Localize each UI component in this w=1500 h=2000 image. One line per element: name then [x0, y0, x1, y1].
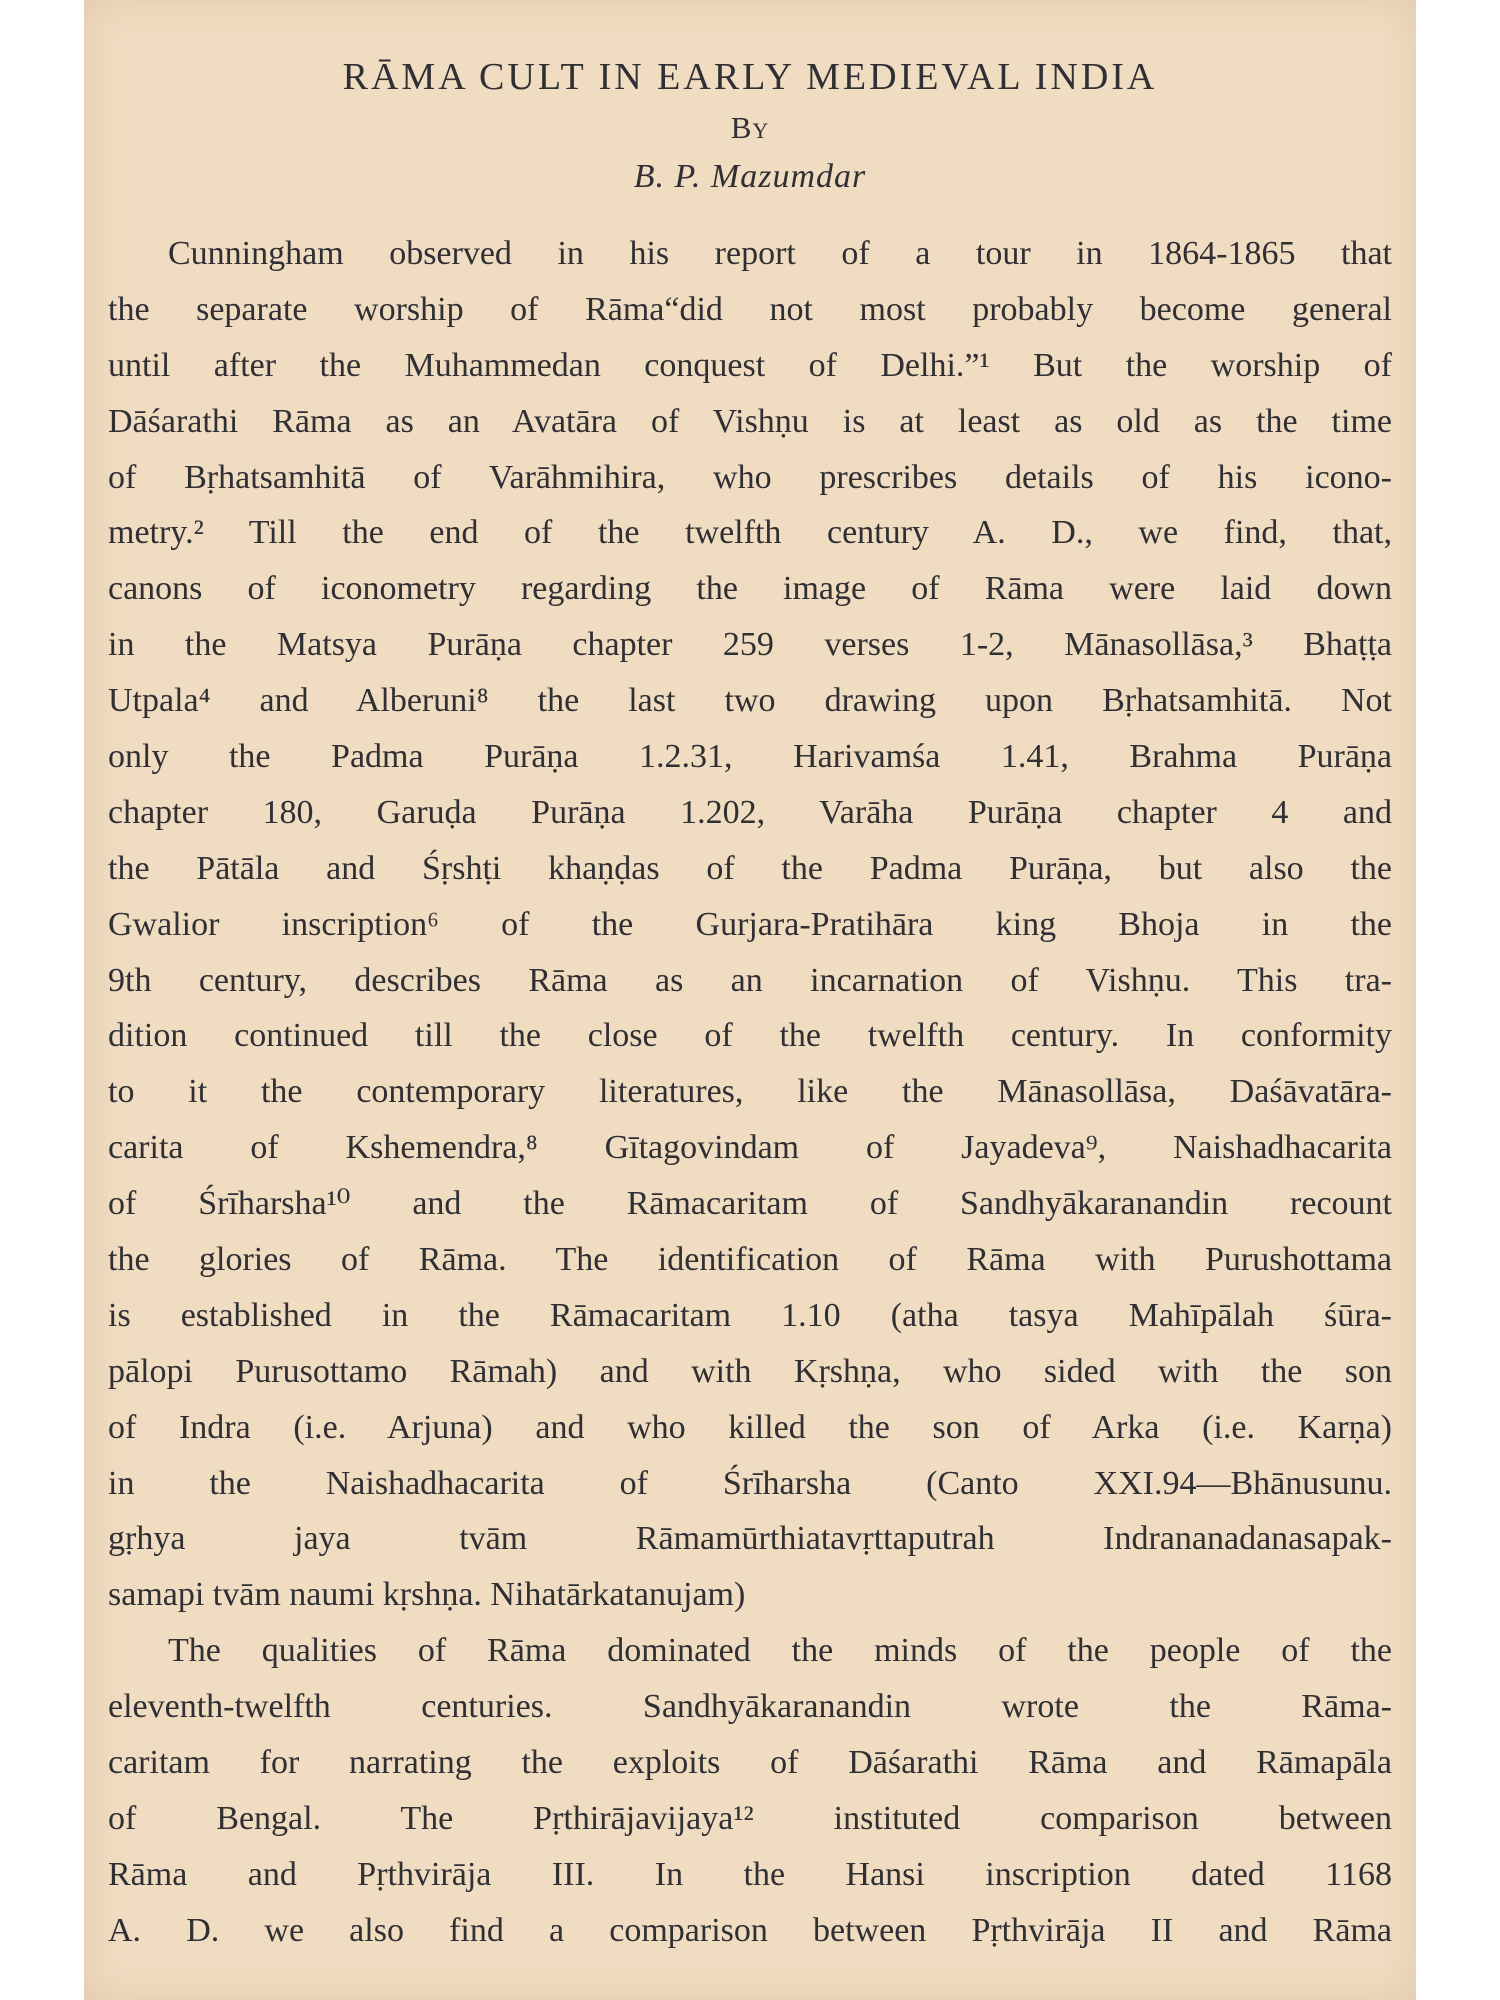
- scanned-page: [84, 0, 1416, 2000]
- text-line: Cunningham observed in his report of a tour in 1864-1865 that: [168, 235, 1392, 272]
- text-line: carita of Kshemendra,⁸ Gītagovindam of Jayadeva⁹, Naishadhacarita: [108, 1129, 1392, 1167]
- text-line: of Indra (i.e. Arjuna) and who killed the son of Arka (i.e. Karṇa): [108, 1408, 1392, 1446]
- paragraph-2: [108, 1623, 1392, 1958]
- text-line: Utpala⁴ and Alberuni⁸ the last two drawing upon Bṛhatsamhitā. Not: [108, 682, 1392, 720]
- text-line: in the Naishadhacarita of Śrīharsha (Canto XXI.94—Bhānusunu.: [108, 1464, 1392, 1502]
- text-line: until after the Muhammedan conquest of Delhi.”¹ But the worship of: [108, 346, 1392, 384]
- text-line: of Śrīharsha¹⁰ and the Rāmacaritam of Sandhyākaranandin recount: [108, 1185, 1392, 1223]
- text-line: canons of iconometry regarding the image of Rāma were laid down: [108, 570, 1392, 608]
- article-title: RĀMA CULT IN EARLY MEDIEVAL INDIA: [342, 56, 1158, 98]
- article-body: [108, 52, 1392, 1959]
- text-line: the Pātāla and Śṛshṭi khaṇḍas of the Padma Purāṇa, but also the: [108, 849, 1392, 887]
- text-line: Gwalior inscription⁶ of the Gurjara-Pratihāra king Bhoja in the: [108, 905, 1392, 943]
- text-line: A. D. we also find a comparison between Pṛthvirāja II and Rāma: [108, 1911, 1392, 1949]
- author-name: B. P. Mazumdar: [633, 158, 867, 195]
- text-line: pālopi Purusottamo Rāmah) and with Kṛshṇa, who sided with the son: [108, 1352, 1392, 1390]
- text-line: of Bengal. The Pṛthirājavijaya¹² instituted comparison between: [108, 1799, 1392, 1837]
- text-line: chapter 180, Garuḍa Purāṇa 1.202, Varāha Purāṇa chapter 4 and: [108, 793, 1392, 831]
- text-line: metry.² Till the end of the twelfth century A. D., we find, that,: [108, 514, 1392, 552]
- text-line: samapi tvām naumi kṛshṇa. Nihatārkatanujam): [108, 1576, 746, 1614]
- text-line: the separate worship of Rāma“did not most probably become general: [108, 290, 1392, 328]
- text-line: The qualities of Rāma dominated the minds of the people of the: [168, 1632, 1392, 1670]
- byline-label: By: [730, 110, 770, 145]
- text-line: in the Matsya Purāṇa chapter 259 verses 1-2, Mānasollāsa,³ Bhaṭṭa: [108, 626, 1392, 664]
- text-line: gṛhya jaya tvām Rāmamūrthiatavṛttaputrah Indrananadanasapak-: [108, 1520, 1392, 1558]
- paragraph-1: [108, 226, 1392, 1623]
- text-line: Dāśarathi Rāma as an Avatāra of Vishṇu is at least as old as the time: [108, 402, 1392, 440]
- text-line: eleventh-twelfth centuries. Sandhyākaranandin wrote the Rāma-: [108, 1688, 1392, 1726]
- text-line: Rāma and Pṛthvirāja III. In the Hansi inscription dated 1168: [108, 1855, 1392, 1893]
- text-line: to it the contemporary literatures, like the Mānasollāsa, Daśāvatāra-: [108, 1073, 1392, 1111]
- text-line: 9th century, describes Rāma as an incarnation of Vishṇu. This tra-: [108, 961, 1392, 999]
- text-line: only the Padma Purāṇa 1.2.31, Harivamśa 1.41, Brahma Purāṇa: [108, 738, 1392, 776]
- text-line: of Bṛhatsamhitā of Varāhmihira, who prescribes details of his icono-: [108, 458, 1392, 496]
- text-line: is established in the Rāmacaritam 1.10 (atha tasya Mahīpālah śūra-: [108, 1296, 1392, 1334]
- text-line: caritam for narrating the exploits of Dāśarathi Rāma and Rāmapāla: [108, 1744, 1392, 1782]
- text-line: dition continued till the close of the twelfth century. In conformity: [108, 1017, 1392, 1055]
- text-line: the glories of Rāma. The identification of Rāma with Purushottama: [108, 1241, 1392, 1279]
